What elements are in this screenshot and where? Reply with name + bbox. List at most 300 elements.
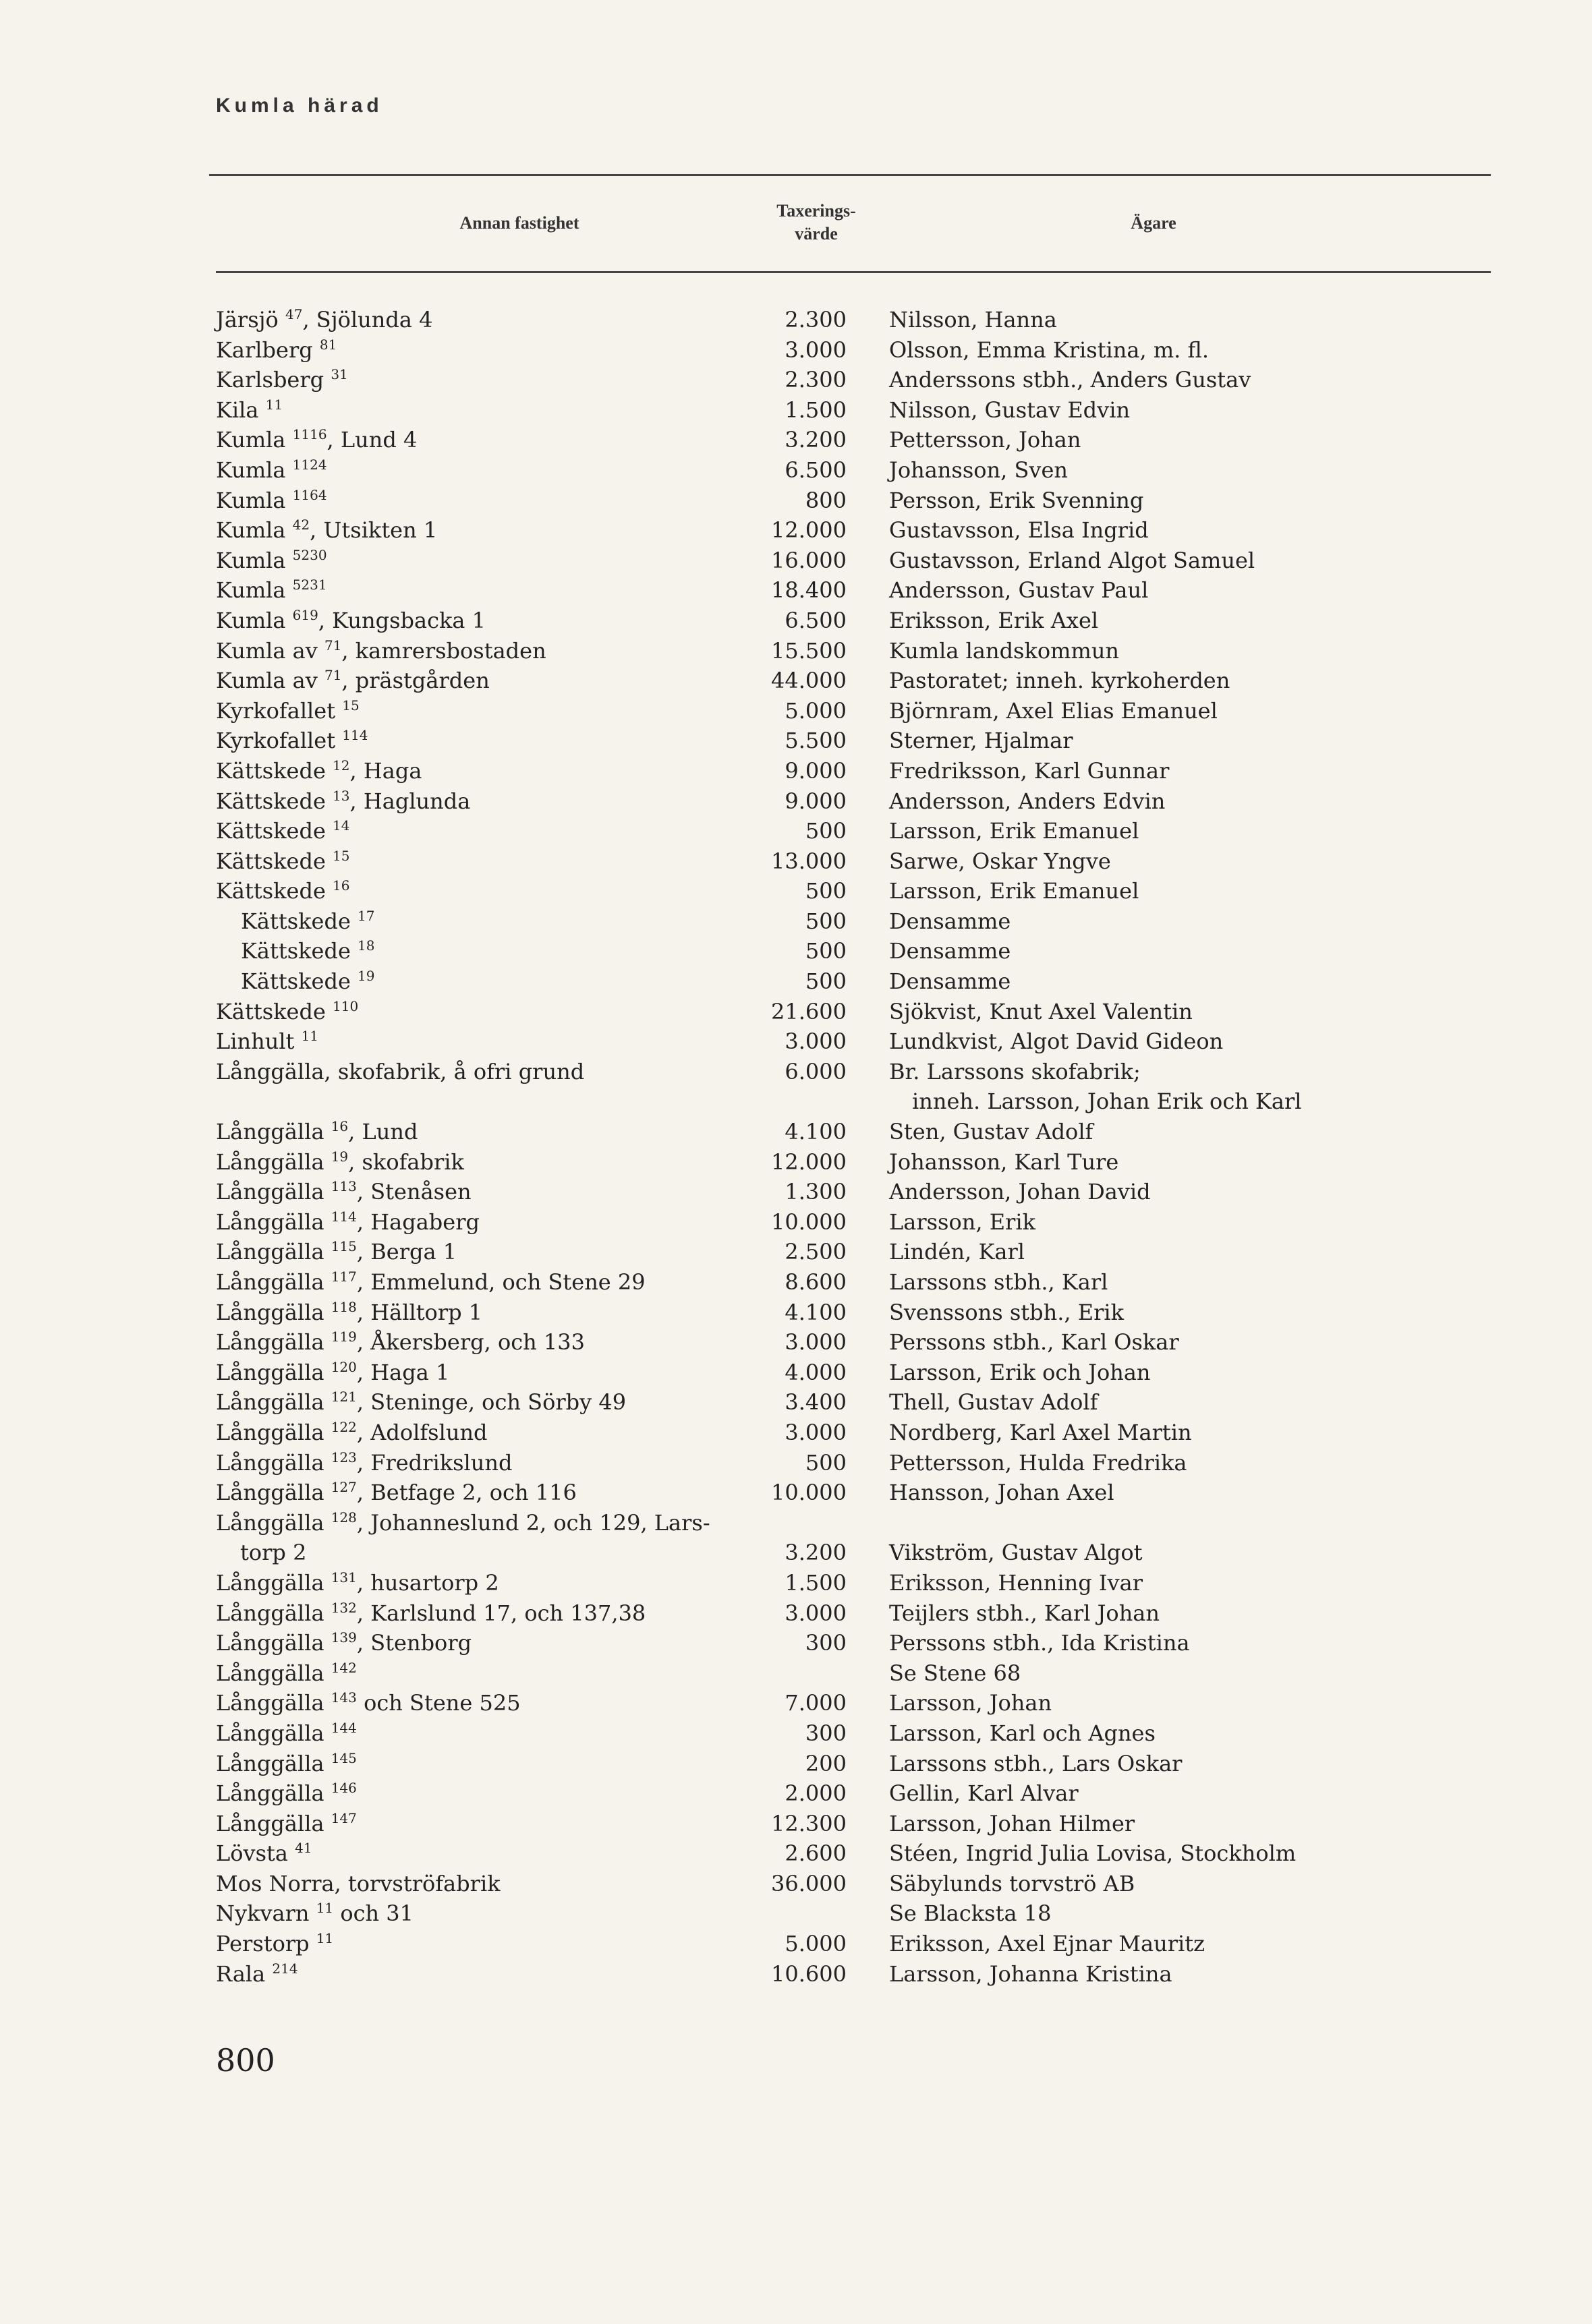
property-cell bbox=[216, 1057, 584, 1087]
property-rest: , Stenborg bbox=[356, 1630, 472, 1656]
owner-cell: Sarwe, Oskar Yngve bbox=[889, 848, 1111, 874]
property-rest: , Haga bbox=[349, 757, 422, 784]
taxeringsvarde-cell: 12.000 bbox=[771, 517, 847, 544]
table-row bbox=[0, 726, 1592, 756]
table-row bbox=[0, 1418, 1592, 1448]
table-row bbox=[0, 1749, 1592, 1779]
taxeringsvarde-cell: 3.400 bbox=[785, 1389, 847, 1416]
property-cell bbox=[216, 1628, 472, 1661]
property-name: Kumla av bbox=[216, 637, 324, 664]
property-superscript: 142 bbox=[331, 1659, 357, 1676]
taxeringsvarde-cell: 3.000 bbox=[785, 1028, 847, 1055]
property-name: Kumla bbox=[216, 487, 293, 513]
property-superscript: 114 bbox=[342, 727, 368, 744]
property-superscript: 13 bbox=[333, 787, 350, 804]
property-rest: , Stenåsen bbox=[356, 1179, 472, 1205]
owner-cell: Larsson, Johan bbox=[889, 1690, 1052, 1716]
property-cell bbox=[216, 1718, 357, 1751]
property-cell bbox=[216, 546, 327, 579]
column-header-taxering-line1: Taxerings- bbox=[776, 201, 856, 221]
property-superscript: 31 bbox=[331, 366, 348, 383]
owner-cell: Sterner, Hjalmar bbox=[889, 728, 1073, 754]
table-row bbox=[0, 1267, 1592, 1298]
property-cell bbox=[216, 1237, 457, 1270]
property-cell bbox=[216, 1117, 418, 1150]
property-rest: , Utsikten 1 bbox=[310, 517, 438, 544]
table-row bbox=[0, 606, 1592, 636]
property-superscript: 128 bbox=[331, 1509, 357, 1526]
property-name: Kumla bbox=[216, 577, 293, 604]
property-rest: , Lund 4 bbox=[326, 427, 418, 453]
page-number: 800 bbox=[216, 2042, 275, 2079]
property-name: Kättskede bbox=[216, 998, 333, 1024]
table-row bbox=[0, 1086, 1592, 1117]
property-name: Långgälla bbox=[216, 1569, 331, 1596]
property-superscript: 619 bbox=[292, 606, 318, 623]
property-name: Nykvarn bbox=[216, 1900, 316, 1927]
property-cell bbox=[216, 1358, 449, 1391]
taxeringsvarde-cell: 12.300 bbox=[771, 1810, 847, 1836]
table-row bbox=[0, 1598, 1592, 1629]
property-superscript: 119 bbox=[331, 1329, 357, 1345]
taxeringsvarde-cell: 6.500 bbox=[785, 457, 847, 483]
property-cell bbox=[216, 1778, 357, 1811]
property-rest: , Johanneslund 2, och 129, Lars- bbox=[356, 1509, 710, 1536]
property-cell bbox=[216, 1749, 357, 1782]
owner-cell: Perssons stbh., Ida Kristina bbox=[889, 1630, 1190, 1656]
table-row bbox=[0, 1327, 1592, 1358]
owner-cell: Larssons stbh., Lars Oskar bbox=[889, 1750, 1183, 1776]
property-rest: , Haga 1 bbox=[356, 1359, 450, 1385]
property-superscript: 1116 bbox=[292, 426, 327, 443]
property-cell bbox=[216, 1598, 646, 1631]
property-cell bbox=[216, 575, 327, 608]
property-name: Kättskede bbox=[216, 818, 333, 844]
property-cell bbox=[216, 1026, 318, 1059]
taxeringsvarde-cell: 1.500 bbox=[785, 397, 847, 423]
property-superscript: 115 bbox=[331, 1238, 357, 1255]
property-name: Kumla bbox=[216, 517, 293, 544]
property-cell bbox=[216, 726, 368, 759]
owner-cell: Larsson, Erik Emanuel bbox=[889, 818, 1139, 844]
property-name: Kumla bbox=[216, 457, 293, 483]
table-row bbox=[0, 1478, 1592, 1508]
property-superscript: 143 bbox=[331, 1689, 357, 1706]
owner-cell: Andersson, Johan David bbox=[889, 1179, 1151, 1205]
property-superscript: 11 bbox=[316, 1900, 334, 1917]
property-cell bbox=[216, 666, 490, 699]
property-cell bbox=[216, 1267, 646, 1300]
owner-cell: Nilsson, Gustav Edvin bbox=[889, 397, 1131, 423]
property-name: Långgälla bbox=[216, 1149, 331, 1175]
property-name: Kyrkofallet bbox=[216, 728, 343, 754]
property-rest: , Berga 1 bbox=[356, 1239, 457, 1265]
taxeringsvarde-cell: 15.500 bbox=[771, 637, 847, 664]
owner-cell: Densamme bbox=[889, 968, 1011, 995]
taxeringsvarde-cell: 4.100 bbox=[785, 1119, 847, 1145]
property-cell bbox=[241, 906, 375, 939]
property-name: Långgälla bbox=[216, 1660, 331, 1686]
owner-cell: Olsson, Emma Kristina, m. fl. bbox=[889, 337, 1210, 363]
property-superscript: 71 bbox=[324, 637, 342, 653]
taxeringsvarde-cell: 3.000 bbox=[785, 1600, 847, 1626]
owner-cell: Eriksson, Erik Axel bbox=[889, 607, 1099, 633]
taxeringsvarde-cell: 12.000 bbox=[771, 1149, 847, 1175]
property-superscript: 113 bbox=[331, 1178, 357, 1195]
property-superscript: 5231 bbox=[292, 577, 327, 593]
property-rest: , Hälltorp 1 bbox=[356, 1299, 483, 1325]
table-row bbox=[0, 486, 1592, 516]
property-cell bbox=[216, 606, 486, 639]
owner-cell: Br. Larssons skofabrik; bbox=[889, 1058, 1141, 1084]
property-rest: , Fredrikslund bbox=[356, 1449, 513, 1476]
property-superscript: 118 bbox=[331, 1298, 357, 1315]
owner-cell: Säbylunds torvströ AB bbox=[889, 1870, 1135, 1896]
taxeringsvarde-cell: 5.000 bbox=[785, 1931, 847, 1957]
property-name: Långgälla bbox=[216, 1600, 331, 1626]
taxeringsvarde-cell: 800 bbox=[805, 487, 847, 513]
table-row bbox=[0, 1688, 1592, 1718]
owner-cell: Svenssons stbh., Erik bbox=[889, 1299, 1125, 1325]
property-cell bbox=[216, 1809, 357, 1842]
property-rest: , husartorp 2 bbox=[356, 1569, 499, 1596]
property-rest: och Stene 525 bbox=[356, 1690, 521, 1716]
property-superscript: 11 bbox=[301, 1028, 319, 1045]
owner-cell: Lundkvist, Algot David Gideon bbox=[889, 1028, 1224, 1055]
property-superscript: 121 bbox=[331, 1389, 357, 1405]
property-name: Långgälla bbox=[216, 1630, 331, 1656]
table-row bbox=[0, 1718, 1592, 1749]
property-name: Långgälla bbox=[216, 1329, 331, 1356]
owner-cell: Teijlers stbh., Karl Johan bbox=[889, 1600, 1160, 1626]
taxeringsvarde-cell: 2.300 bbox=[785, 307, 847, 332]
property-superscript: 146 bbox=[331, 1780, 357, 1797]
property-superscript: 71 bbox=[324, 667, 342, 684]
property-superscript: 1124 bbox=[292, 456, 327, 473]
property-cell bbox=[240, 1538, 306, 1568]
header-rule-top bbox=[209, 174, 1491, 176]
table-row bbox=[0, 575, 1592, 606]
property-rest: , prästgården bbox=[341, 668, 490, 694]
property-name: Långgälla bbox=[216, 1750, 331, 1776]
property-cell bbox=[216, 1688, 521, 1721]
table-row bbox=[0, 997, 1592, 1027]
property-name: Långgälla bbox=[216, 1119, 331, 1145]
property-name: Kumla av bbox=[216, 668, 324, 694]
table-row bbox=[0, 1117, 1592, 1147]
property-superscript: 132 bbox=[331, 1599, 357, 1616]
owner-cell: Anderssons stbh., Anders Gustav bbox=[889, 367, 1251, 393]
property-name: Långgälla bbox=[216, 1179, 331, 1205]
taxeringsvarde-cell: 2.300 bbox=[785, 367, 847, 393]
owner-cell: Gustavsson, Erland Algot Samuel bbox=[889, 547, 1255, 573]
taxeringsvarde-cell: 2.500 bbox=[785, 1239, 847, 1265]
property-name: Kättskede bbox=[216, 757, 333, 784]
property-superscript: 123 bbox=[331, 1449, 357, 1465]
taxeringsvarde-cell: 10.600 bbox=[771, 1960, 847, 1987]
taxeringsvarde-cell: 10.000 bbox=[771, 1480, 847, 1506]
property-name: Kumla bbox=[216, 547, 293, 573]
table-row bbox=[0, 515, 1592, 546]
property-cell bbox=[216, 1478, 577, 1511]
table-row bbox=[0, 1628, 1592, 1658]
owner-cell: Johansson, Karl Ture bbox=[889, 1149, 1119, 1175]
property-cell bbox=[216, 425, 417, 458]
owner-cell: Larsson, Erik och Johan bbox=[889, 1359, 1151, 1385]
property-name: Långgälla bbox=[216, 1509, 331, 1536]
owner-cell: Nordberg, Karl Axel Martin bbox=[889, 1419, 1192, 1445]
property-rest: , Steninge, och Sörby 49 bbox=[356, 1389, 627, 1416]
property-superscript: 19 bbox=[331, 1148, 349, 1165]
property-cell bbox=[216, 1929, 333, 1962]
property-name: Kumla bbox=[216, 607, 293, 633]
property-superscript: 1164 bbox=[292, 486, 327, 503]
property-superscript: 16 bbox=[333, 877, 350, 894]
table-row bbox=[0, 1538, 1592, 1568]
property-superscript: 127 bbox=[331, 1479, 357, 1496]
owner-cell: Se Blacksta 18 bbox=[889, 1900, 1052, 1927]
table-row bbox=[0, 816, 1592, 846]
page-header: Kumla härad bbox=[216, 94, 383, 117]
table-row bbox=[0, 1358, 1592, 1388]
owner-cell: Larsson, Karl och Agnes bbox=[889, 1720, 1156, 1746]
column-header-taxeringsvarde bbox=[715, 200, 917, 245]
taxeringsvarde-cell: 10.000 bbox=[771, 1209, 847, 1235]
property-name: Kättskede bbox=[216, 848, 333, 874]
property-name: Perstorp bbox=[216, 1931, 316, 1957]
table-row bbox=[0, 1898, 1592, 1929]
owner-cell: Larsson, Johan Hilmer bbox=[889, 1810, 1135, 1836]
table-row bbox=[0, 1207, 1592, 1238]
property-cell bbox=[216, 1898, 414, 1931]
property-superscript: 117 bbox=[331, 1269, 357, 1285]
property-rest: , Kungsbacka 1 bbox=[318, 607, 486, 633]
taxeringsvarde-cell: 9.000 bbox=[785, 757, 847, 784]
taxeringsvarde-cell: 2.600 bbox=[785, 1840, 847, 1867]
table-row bbox=[0, 365, 1592, 395]
property-rest: , Lund bbox=[348, 1119, 418, 1145]
owner-cell: Pettersson, Johan bbox=[889, 427, 1081, 453]
property-cell bbox=[216, 305, 432, 338]
taxeringsvarde-cell: 5.000 bbox=[785, 697, 847, 724]
property-superscript: 110 bbox=[333, 997, 359, 1014]
table-row bbox=[0, 1568, 1592, 1598]
table-row bbox=[0, 425, 1592, 455]
table-row bbox=[0, 696, 1592, 726]
property-cell bbox=[216, 1959, 298, 1992]
taxeringsvarde-cell: 500 bbox=[805, 878, 847, 904]
table-row bbox=[0, 906, 1592, 937]
owner-cell: Kumla landskommun bbox=[889, 637, 1120, 664]
table-row bbox=[0, 786, 1592, 817]
taxeringsvarde-cell: 500 bbox=[805, 1449, 847, 1476]
property-superscript: 16 bbox=[331, 1118, 349, 1135]
owner-cell: Pastoratet; inneh. kyrkoherden bbox=[889, 668, 1230, 694]
taxeringsvarde-cell: 9.000 bbox=[785, 788, 847, 814]
taxeringsvarde-cell: 300 bbox=[805, 1720, 847, 1746]
table-row bbox=[0, 1177, 1592, 1207]
property-cell bbox=[216, 1838, 312, 1871]
property-name: Rala bbox=[216, 1960, 273, 1987]
taxeringsvarde-cell: 13.000 bbox=[771, 848, 847, 874]
owner-cell: Björnram, Axel Elias Emanuel bbox=[889, 697, 1218, 724]
table-row bbox=[0, 756, 1592, 786]
table-row bbox=[0, 636, 1592, 666]
taxeringsvarde-cell: 500 bbox=[805, 968, 847, 995]
property-superscript: 145 bbox=[331, 1749, 357, 1766]
property-cell bbox=[216, 786, 470, 819]
table-row bbox=[0, 1809, 1592, 1839]
property-superscript: 120 bbox=[331, 1358, 357, 1375]
taxeringsvarde-cell: 500 bbox=[805, 938, 847, 964]
owner-cell: Andersson, Gustav Paul bbox=[889, 577, 1149, 604]
property-name: Långgälla, skofabrik, å ofri grund bbox=[216, 1058, 585, 1084]
property-name: Långgälla bbox=[216, 1359, 331, 1385]
owner-cell: Sjökvist, Knut Axel Valentin bbox=[889, 998, 1193, 1024]
property-name: Långgälla bbox=[216, 1239, 331, 1265]
property-cell bbox=[216, 1418, 488, 1451]
property-superscript: 144 bbox=[331, 1719, 357, 1736]
owner-cell: Persson, Erik Svenning bbox=[889, 487, 1144, 513]
table-row bbox=[0, 876, 1592, 906]
taxeringsvarde-cell: 3.200 bbox=[785, 1540, 847, 1566]
taxeringsvarde-cell: 6.500 bbox=[785, 607, 847, 633]
property-name: Långgälla bbox=[216, 1720, 331, 1746]
property-name: Järsjö bbox=[216, 307, 285, 332]
property-superscript: 47 bbox=[285, 306, 303, 322]
taxeringsvarde-cell: 5.500 bbox=[785, 728, 847, 754]
column-header-fastighet: Annan fastighet bbox=[459, 213, 579, 233]
owner-cell: Vikström, Gustav Algot bbox=[889, 1540, 1143, 1566]
property-cell bbox=[216, 515, 437, 548]
taxeringsvarde-cell: 3.000 bbox=[785, 1419, 847, 1445]
property-superscript: 19 bbox=[358, 968, 375, 985]
taxeringsvarde-cell: 7.000 bbox=[785, 1690, 847, 1716]
property-rest: , Haglunda bbox=[349, 788, 471, 814]
table-row bbox=[0, 1929, 1592, 1959]
property-name: Linhult bbox=[216, 1028, 302, 1055]
owner-cell: Densamme bbox=[889, 938, 1011, 964]
owner-cell: Larssons stbh., Karl bbox=[889, 1269, 1108, 1295]
owner-cell: Densamme bbox=[889, 908, 1011, 934]
owner-cell: Hansson, Johan Axel bbox=[889, 1480, 1114, 1506]
table-row bbox=[0, 1959, 1592, 1989]
table-row bbox=[0, 1387, 1592, 1418]
taxeringsvarde-cell: 2.000 bbox=[785, 1780, 847, 1807]
owner-cell: Andersson, Anders Edvin bbox=[889, 788, 1166, 814]
property-cell bbox=[216, 846, 350, 879]
property-superscript: 41 bbox=[295, 1840, 312, 1857]
property-superscript: 17 bbox=[358, 907, 375, 924]
table-row bbox=[0, 335, 1592, 366]
property-name: Karlsberg bbox=[216, 367, 331, 393]
property-superscript: 114 bbox=[331, 1208, 357, 1225]
owner-cell: Lindén, Karl bbox=[889, 1239, 1025, 1265]
property-superscript: 131 bbox=[331, 1569, 357, 1586]
owner-cell: Larsson, Erik Emanuel bbox=[889, 878, 1139, 904]
table-row bbox=[0, 1838, 1592, 1869]
property-cell bbox=[216, 455, 327, 488]
taxeringsvarde-cell: 500 bbox=[805, 908, 847, 934]
property-rest: , Adolfslund bbox=[356, 1419, 488, 1445]
taxeringsvarde-cell: 21.600 bbox=[771, 998, 847, 1024]
property-cell bbox=[241, 966, 375, 999]
property-cell bbox=[216, 636, 546, 669]
owner-cell: Pettersson, Hulda Fredrika bbox=[889, 1449, 1187, 1476]
property-rest: , Åkersberg, och 133 bbox=[356, 1329, 585, 1356]
property-name: Långgälla bbox=[216, 1480, 331, 1506]
property-rest: , Hagaberg bbox=[356, 1209, 480, 1235]
owner-cell: Thell, Gustav Adolf bbox=[889, 1389, 1098, 1416]
column-header-agare: Ägare bbox=[1131, 213, 1176, 233]
taxeringsvarde-cell: 300 bbox=[805, 1630, 847, 1656]
taxeringsvarde-cell: 3.000 bbox=[785, 337, 847, 363]
property-cell bbox=[216, 756, 422, 789]
taxeringsvarde-cell: 16.000 bbox=[771, 547, 847, 573]
owner-cell: Eriksson, Axel Ejnar Mauritz bbox=[889, 1931, 1205, 1957]
property-rest: , Sjölunda 4 bbox=[302, 307, 433, 332]
property-cell bbox=[216, 1147, 464, 1180]
taxeringsvarde-cell: 4.000 bbox=[785, 1359, 847, 1385]
table-row bbox=[0, 1508, 1592, 1538]
table-row bbox=[0, 666, 1592, 696]
taxeringsvarde-cell: 6.000 bbox=[785, 1058, 847, 1084]
taxeringsvarde-cell: 18.400 bbox=[771, 577, 847, 604]
property-rest: , Emmelund, och Stene 29 bbox=[356, 1269, 646, 1295]
property-superscript: 12 bbox=[333, 757, 350, 774]
property-cell bbox=[216, 1207, 480, 1240]
property-rest: och 31 bbox=[333, 1900, 414, 1927]
property-name: Långgälla bbox=[216, 1449, 331, 1476]
table-row bbox=[0, 1026, 1592, 1057]
taxeringsvarde-cell: 4.100 bbox=[785, 1299, 847, 1325]
property-name: Kättskede bbox=[216, 878, 333, 904]
table-row bbox=[0, 455, 1592, 486]
property-cell bbox=[216, 1177, 472, 1210]
taxeringsvarde-cell: 1.500 bbox=[785, 1569, 847, 1596]
property-superscript: 11 bbox=[265, 396, 283, 413]
owner-cell: Larsson, Erik bbox=[889, 1209, 1035, 1235]
table-row bbox=[0, 846, 1592, 877]
property-superscript: 18 bbox=[358, 937, 375, 954]
taxeringsvarde-cell: 1.300 bbox=[785, 1179, 847, 1205]
table-row bbox=[0, 1237, 1592, 1267]
table-row bbox=[0, 1778, 1592, 1809]
property-name: Karlberg bbox=[216, 337, 320, 363]
table-row bbox=[0, 966, 1592, 997]
property-rest: , skofabrik bbox=[348, 1149, 464, 1175]
table-row bbox=[0, 936, 1592, 966]
property-cell bbox=[241, 936, 375, 969]
property-cell bbox=[216, 395, 283, 428]
property-cell bbox=[216, 876, 350, 909]
owner-cell: Gustavsson, Elsa Ingrid bbox=[889, 517, 1149, 544]
property-superscript: 42 bbox=[292, 517, 310, 533]
owner-cell: Sten, Gustav Adolf bbox=[889, 1119, 1093, 1145]
property-name: Mos Norra, torvströfabrik bbox=[216, 1870, 501, 1896]
taxeringsvarde-cell: 3.000 bbox=[785, 1329, 847, 1356]
property-name: Långgälla bbox=[216, 1389, 331, 1416]
property-cell bbox=[216, 365, 348, 398]
column-header-taxering-line2: värde bbox=[795, 224, 838, 243]
table-row bbox=[0, 1448, 1592, 1478]
property-rest: , Betfage 2, och 116 bbox=[356, 1480, 577, 1506]
property-cell bbox=[216, 696, 360, 729]
taxeringsvarde-cell: 500 bbox=[805, 818, 847, 844]
owner-cell: Eriksson, Henning Ivar bbox=[889, 1569, 1143, 1596]
property-name: torp 2 bbox=[240, 1540, 307, 1566]
taxeringsvarde-cell: 44.000 bbox=[771, 668, 847, 694]
